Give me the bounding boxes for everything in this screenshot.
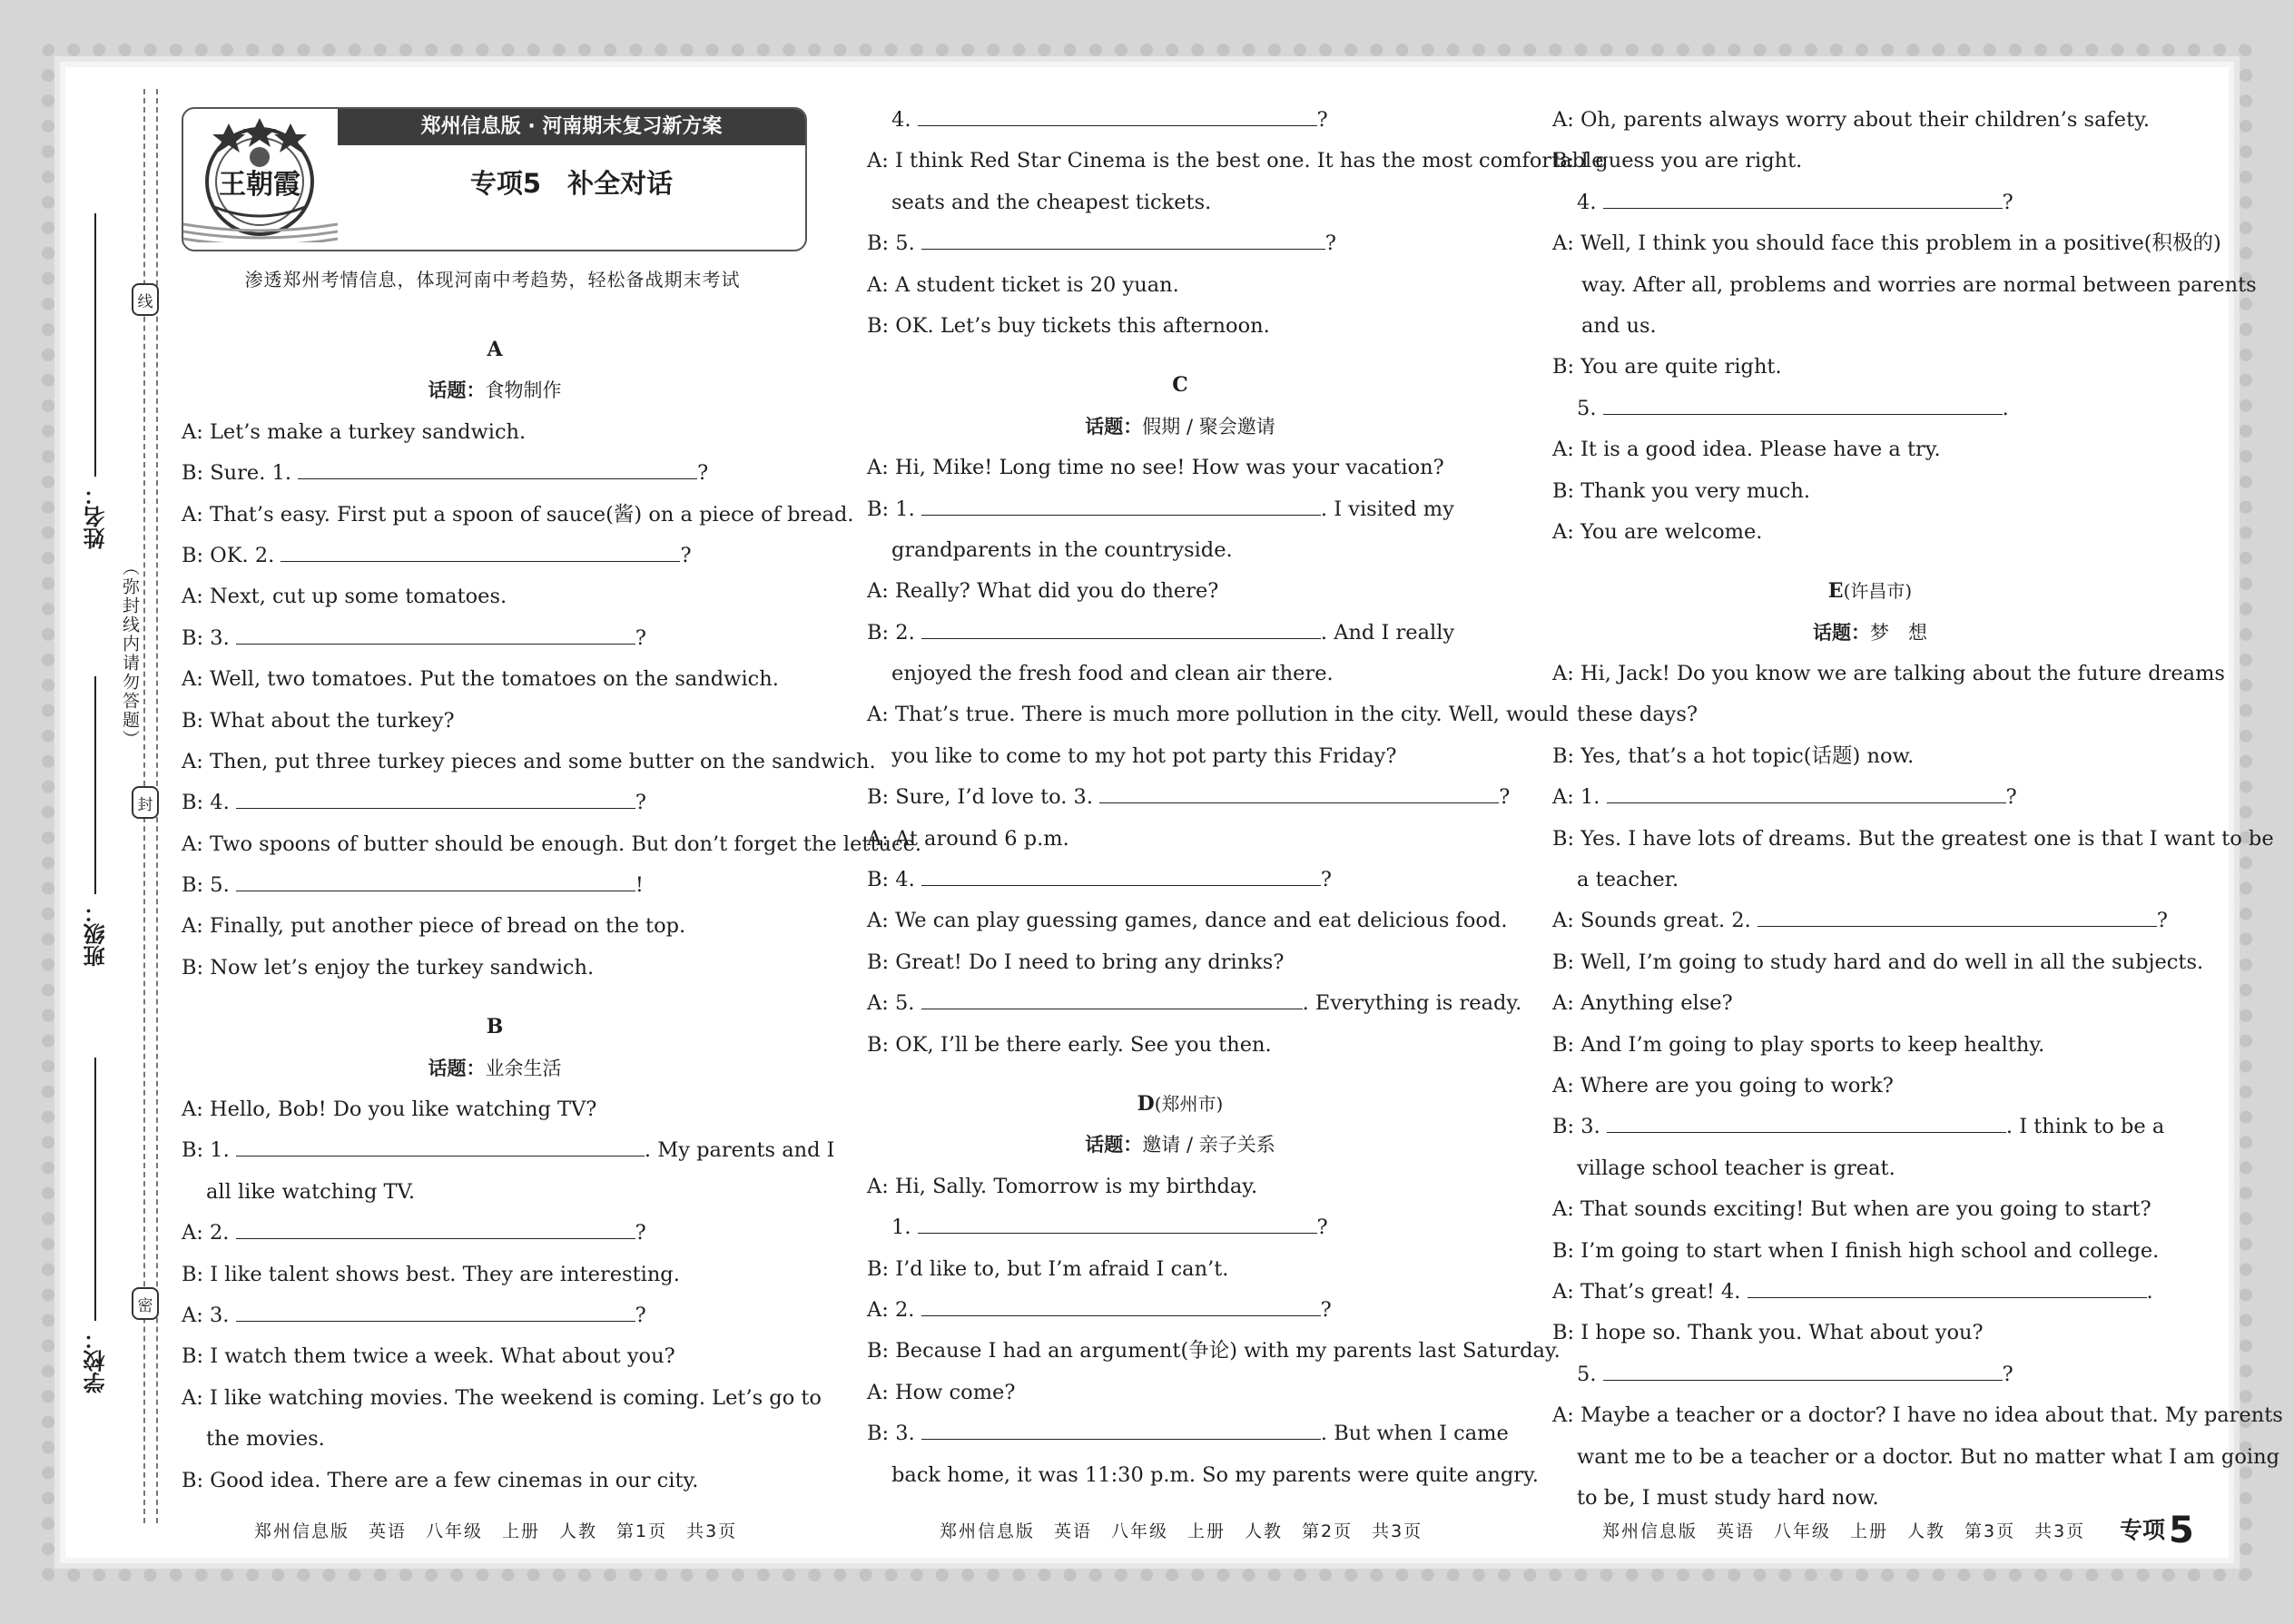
- dialog-line: B: 3. . But when I came: [867, 1413, 1493, 1454]
- dialog-line: B: I like talent shows best. They are interesting.: [182, 1262, 680, 1286]
- dialog-line: B: I hope so. Thank you. What about you?: [1552, 1321, 1984, 1345]
- dialog-line: A: Hello, Bob! Do you like watching TV?: [182, 1097, 597, 1122]
- dialog-line: B: 4. ?: [867, 860, 1493, 901]
- answer-blank[interactable]: [1757, 902, 2157, 927]
- answer-blank[interactable]: [236, 1132, 645, 1156]
- corner-section-tag: 专项 5: [2120, 1510, 2194, 1551]
- dialog-line: 5. ?: [1552, 1354, 2188, 1395]
- answer-blank[interactable]: [236, 784, 635, 809]
- dialog-line: A: 2. ?: [182, 1213, 808, 1254]
- dialog-line: B: Sure. 1. ?: [182, 453, 808, 494]
- dialog-line: B: OK. Let’s buy tickets this afternoon.: [867, 313, 1270, 338]
- dialog-line: A: 3. ?: [182, 1295, 808, 1336]
- class-field[interactable]: [68, 676, 123, 967]
- dialog-line: A: Really? What did you do there?: [867, 579, 1219, 604]
- dialog-line: B: Now let’s enjoy the turkey sandwich.: [182, 955, 595, 979]
- answer-blank[interactable]: [281, 537, 680, 562]
- dialog-line: B: Sure, I’d love to. 3. ?: [867, 777, 1493, 818]
- class-label: 班级：: [83, 901, 109, 967]
- dialog-line: 1. ?: [867, 1207, 1493, 1248]
- dialog-line: A: Where are you going to work?: [1552, 1073, 1894, 1097]
- spacer: [182, 989, 808, 1007]
- seal-note: （弥封线内请勿答题）: [120, 558, 140, 749]
- section-b-heading: B: [486, 1015, 504, 1039]
- section-a-topic: 话题：食物制作: [428, 379, 562, 402]
- dialog-line: grandparents in the countryside.: [891, 537, 1233, 562]
- answer-blank[interactable]: [1603, 390, 2003, 415]
- page-footer-3: 郑州信息版 英语 八年级 上册 人教 第3页 共3页: [1602, 1521, 2086, 1541]
- dialog-line: B: I’d like to, but I’m afraid I can’t.: [867, 1256, 1229, 1281]
- dialog-line: B: You are quite right.: [1552, 355, 1782, 379]
- dialog-line: B: Thank you very much.: [1552, 478, 1811, 503]
- answer-blank[interactable]: [1607, 1108, 2006, 1133]
- dialog-line: B: I watch them twice a week. What about you?: [182, 1344, 675, 1369]
- answer-blank[interactable]: [1603, 1356, 2003, 1381]
- section-d-heading: D(郑州市): [1137, 1091, 1224, 1116]
- spacer: [867, 347, 1493, 365]
- dialog-line: want me to be a teacher or a doctor. But no matter what I am going: [1577, 1444, 2279, 1469]
- dialog-line: A: I think Red Star Cinema is the best one. It has the most comfortable: [867, 149, 1604, 173]
- dialog-line: A: That sounds exciting! But when are you going to start?: [1552, 1197, 2151, 1222]
- answer-blank[interactable]: [298, 455, 697, 479]
- svg-text:王朝霞: 王朝霞: [219, 169, 300, 201]
- answer-blank[interactable]: [918, 102, 1317, 126]
- dialog-line: A: Hi, Jack! Do you know we are talking about the future dreams: [1552, 662, 2225, 686]
- dialog-line: B: 5. !: [182, 865, 808, 906]
- dialog-line: B: And I’m going to play sports to keep healthy.: [1552, 1032, 2045, 1057]
- dialog-line: B: Yes. I have lots of dreams. But the greatest one is that I want to be: [1552, 826, 2274, 851]
- answer-blank[interactable]: [921, 861, 1321, 886]
- dialog-line: A: Anything else?: [1552, 991, 1733, 1016]
- dialog-line: B: I guess you are right.: [1552, 149, 1803, 173]
- section-c-heading: C: [1172, 373, 1188, 398]
- dialog-line: B: 3. ?: [182, 618, 808, 659]
- dialog-line: A: Well, two tomatoes. Put the tomatoes on the sandwich.: [182, 667, 779, 692]
- header-banner: [182, 107, 807, 251]
- section-e-heading: E(许昌市): [1827, 579, 1913, 604]
- section-b-topic: 话题：业余生活: [428, 1057, 562, 1079]
- page-footer-2: 郑州信息版 英语 八年级 上册 人教 第2页 共3页: [940, 1521, 1423, 1541]
- answer-blank[interactable]: [236, 1215, 635, 1239]
- dialog-line: B: 4. ?: [182, 782, 808, 823]
- answer-blank[interactable]: [921, 225, 1325, 250]
- dialog-line: B: OK. 2. ?: [182, 536, 808, 576]
- dialog-line: A: 2. ?: [867, 1290, 1493, 1331]
- dialog-line: and us.: [1581, 313, 1657, 338]
- dialog-line: B: 5. ?: [867, 223, 1493, 264]
- dialog-line: A: At around 6 p.m.: [867, 826, 1069, 851]
- dialog-line: way. After all, problems and worries are normal between parents: [1581, 272, 2257, 297]
- section-a-heading: A: [487, 338, 503, 361]
- mark-seal-box: 封: [132, 786, 159, 819]
- section-c-topic: 话题：假期 / 聚会邀请: [1085, 415, 1275, 438]
- dialog-line: you like to come to my hot pot party this Friday?: [891, 743, 1397, 768]
- dialog-line: A: Maybe a teacher or a doctor? I have no idea about that. My parents: [1552, 1403, 2283, 1428]
- dialog-line: A: Sounds great. 2. ?: [1552, 901, 2188, 941]
- page-footer-1: 郑州信息版 英语 八年级 上册 人教 第1页 共3页: [254, 1521, 738, 1541]
- name-underline: [94, 213, 96, 477]
- dialog-line: a teacher.: [1577, 868, 1679, 892]
- dialog-line: A: You are welcome.: [1552, 519, 1763, 544]
- answer-blank[interactable]: [1607, 779, 2006, 803]
- dialog-line: A: Then, put three turkey pieces and some butter on the sandwich.: [182, 749, 876, 773]
- school-label: 学校：: [83, 1328, 109, 1393]
- dialog-line: A: We can play guessing games, dance and eat delicious food.: [867, 909, 1508, 933]
- column-2: [867, 100, 1604, 1496]
- dialog-line: B: I’m going to start when I finish high school and college.: [1552, 1238, 2160, 1263]
- section-e-topic: 话题：梦 想: [1813, 621, 1927, 644]
- dialog-line: A: Finally, put another piece of bread on the top.: [182, 914, 686, 939]
- dialog-line: A: I like watching movies. The weekend is coming. Let’s go to: [182, 1385, 822, 1410]
- dialog-line: 4. ?: [1552, 182, 2188, 223]
- mark-line-box: 线: [132, 283, 159, 316]
- tagline: 渗透郑州考情信息，体现河南中考趋势，轻松备战期末考试: [244, 269, 741, 290]
- dialog-line: back home, it was 11:30 p.m. So my parents were quite angry.: [891, 1462, 1539, 1487]
- class-underline: [94, 676, 96, 894]
- answer-blank[interactable]: [921, 615, 1321, 639]
- answer-blank[interactable]: [921, 985, 1303, 1009]
- school-field[interactable]: [68, 1058, 123, 1393]
- dialog-line: A: Oh, parents always worry about their children’s safety.: [1552, 108, 2151, 132]
- banner-stripes: [183, 221, 338, 242]
- dialog-line: all like watching TV.: [206, 1179, 415, 1204]
- dialog-line: A: Two spoons of butter should be enough. But don’t forget the lettuce.: [182, 832, 922, 856]
- name-label: 姓名：: [83, 484, 109, 549]
- dialog-line: B: 2. . And I really: [867, 613, 1493, 654]
- dialog-line: village school teacher is great.: [1577, 1156, 1895, 1180]
- answer-blank[interactable]: [1748, 1274, 2147, 1298]
- answer-blank[interactable]: [1603, 184, 2003, 209]
- dialog-line: A: A student ticket is 20 yuan.: [867, 272, 1179, 297]
- dialog-line: A: 1. ?: [1552, 777, 2188, 818]
- answer-blank[interactable]: [236, 867, 635, 891]
- column-3: [1552, 100, 2283, 1519]
- dialog-line: A: Let’s make a turkey sandwich.: [182, 419, 527, 444]
- dialog-line: B: What about the turkey?: [182, 708, 455, 733]
- name-field[interactable]: [68, 213, 123, 549]
- dialog-line: B: OK, I’ll be there early. See you then.: [867, 1032, 1272, 1057]
- dialog-line: 5. .: [1552, 389, 2188, 429]
- dialog-line: A: Hi, Mike! Long time no see! How was your vacation?: [867, 456, 1444, 480]
- school-underline: [94, 1058, 96, 1321]
- edition-strip: 郑州信息版 · 河南期末复习新方案: [338, 109, 805, 145]
- dialog-line: A: That’s true. There is much more pollution in the city. Well, would: [867, 703, 1569, 727]
- dialog-line: B: Because I had an argument(争论) with my parents last Saturday.: [867, 1339, 1561, 1363]
- answer-blank[interactable]: [1099, 779, 1499, 803]
- answer-blank[interactable]: [921, 491, 1321, 516]
- mark-secret-box: 密: [132, 1287, 159, 1320]
- dialog-line: B: Great! Do I need to bring any drinks?: [867, 950, 1285, 974]
- answer-blank[interactable]: [236, 620, 635, 645]
- dialog-line: to be, I must study hard now.: [1577, 1485, 1879, 1510]
- answer-blank[interactable]: [921, 1415, 1321, 1440]
- dialog-line: 4. ?: [867, 100, 1493, 141]
- spacer: [1552, 553, 2188, 571]
- dialog-line: B: 1. . I visited my: [867, 489, 1493, 530]
- section-d-topic: 话题：邀请 / 亲子关系: [1085, 1134, 1275, 1156]
- dialog-line: seats and the cheapest tickets.: [891, 190, 1212, 214]
- dialog-line: B: Well, I’m going to study hard and do well in all the subjects.: [1552, 950, 2204, 974]
- column-1: [182, 330, 922, 1501]
- page-title: 专项5 补全对话: [469, 168, 674, 199]
- dialog-line: these days?: [1577, 703, 1698, 727]
- dialog-line: B: 1. . My parents and I: [182, 1130, 808, 1171]
- dialog-line: A: Well, I think you should face this problem in a positive(积极的): [1552, 231, 2221, 256]
- dialog-line: A: It is a good idea. Please have a try.: [1552, 438, 1941, 462]
- dialog-line: enjoyed the fresh food and clean air there.: [891, 662, 1334, 686]
- answer-blank[interactable]: [918, 1209, 1317, 1234]
- dialog-line: A: Next, cut up some tomatoes.: [182, 585, 507, 609]
- dialog-line: A: That’s easy. First put a spoon of sauce(酱) on a piece of bread.: [182, 502, 854, 527]
- dialog-line: A: That’s great! 4. .: [1552, 1272, 2188, 1313]
- answer-blank[interactable]: [236, 1297, 635, 1322]
- answer-blank[interactable]: [921, 1292, 1321, 1316]
- dialog-line: B: Good idea. There are a few cinemas in our city.: [182, 1468, 699, 1492]
- dialog-line: A: 5. . Everything is ready.: [867, 983, 1493, 1024]
- dialog-line: the movies.: [206, 1427, 325, 1452]
- dialog-line: A: Hi, Sally. Tomorrow is my birthday.: [867, 1174, 1258, 1198]
- dialog-line: A: How come?: [867, 1380, 1016, 1404]
- dialog-line: B: 3. . I think to be a: [1552, 1107, 2188, 1147]
- dialog-line: B: Yes, that’s a hot topic(话题) now.: [1552, 743, 1915, 768]
- spacer: [867, 1066, 1493, 1084]
